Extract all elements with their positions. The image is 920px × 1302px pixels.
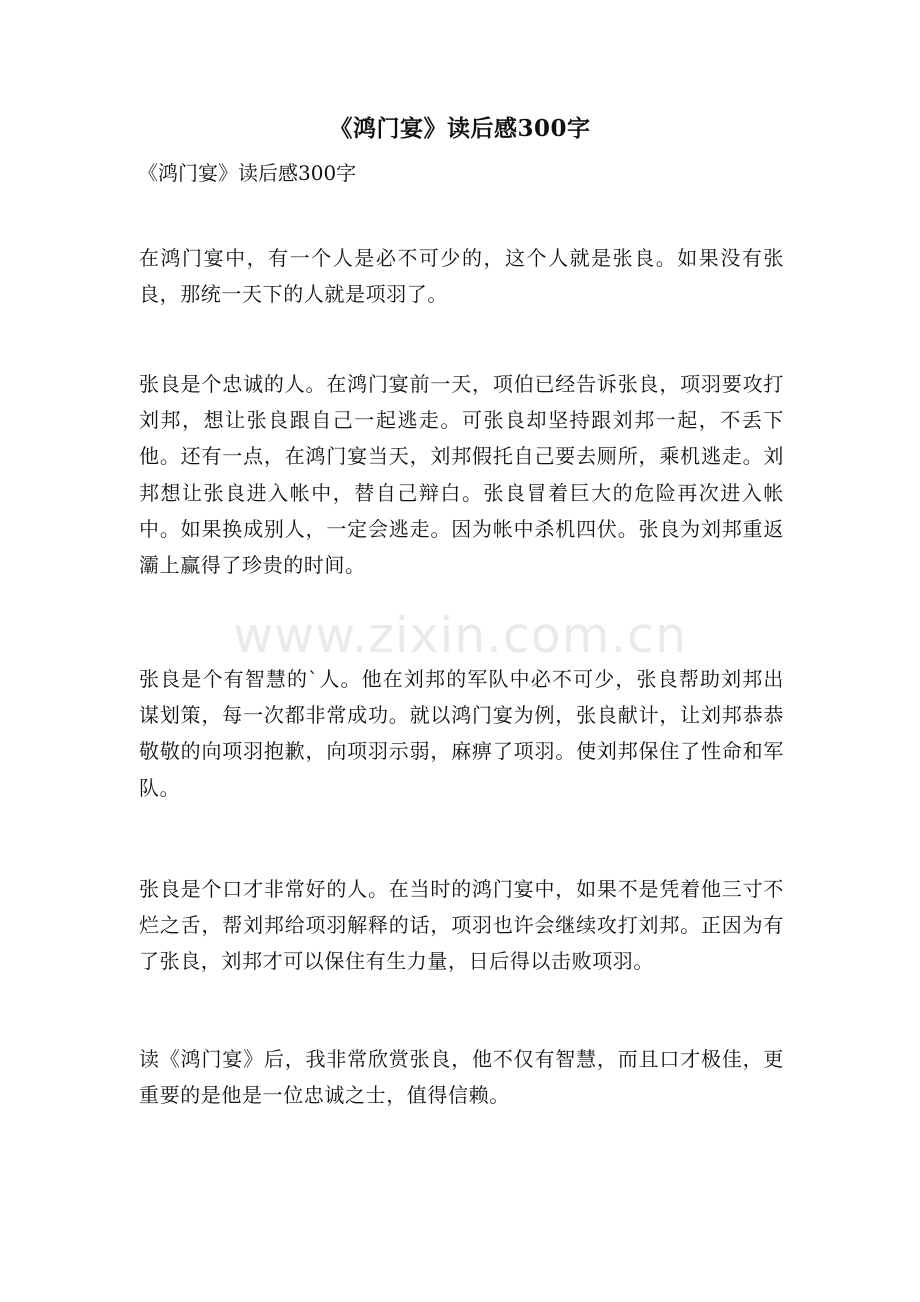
paragraph-intro: 在鸿门宴中，有一个人是必不可少的，这个人就是张良。如果没有张良，那统一天下的人就是项羽了。 xyxy=(139,246,784,307)
paragraph-loyalty: 张良是个忠诚的人。在鸿门宴前一天，项伯已经告诉张良，项羽要攻打刘邦，想让张良跟自己一起逃走。可张良却坚持跟刘邦一起，不丢下他。还有一点，在鸿门宴当天，刘邦假托自己要去厕所，乘机逃走。刘邦想让张良进入帐中，替自己辩白。张良冒着巨大的危险再次进入帐中。如果换成别人，一定会逃走。因为帐中杀机四伏。张良为刘邦重返灞上赢得了珍贵的时间。 xyxy=(139,372,784,578)
paragraph-eloquence: 张良是个口才非常好的人。在当时的鸿门宴中，如果不是凭着他三寸不烂之舌，帮刘邦给项羽解释的话，项羽也许会继续攻打刘邦。正因为有了张良，刘邦才可以保住有生力量，日后得以击败项羽。 xyxy=(139,877,784,974)
document-subtitle: 《鸿门宴》读后感300字 xyxy=(138,161,357,185)
paragraph-wisdom: 张良是个有智慧的`人。他在刘邦的军队中必不可少，张良帮助刘邦出谋划策，每一次都非常成功。就以鸿门宴为例，张良献计，让刘邦恭恭敬敬的向项羽抱歉，向项羽示弱，麻痹了项羽。使刘邦保住了性命和军队。 xyxy=(139,667,784,800)
paragraph-conclusion: 读《鸿门宴》后，我非常欣赏张良，他不仅有智慧，而且口才极佳，更重要的是他是一位忠诚之士，值得信赖。 xyxy=(139,1047,784,1108)
watermark-text: www.zixin.com.cn xyxy=(232,607,688,664)
document-title: 《鸿门宴》读后感300字 xyxy=(329,115,591,142)
